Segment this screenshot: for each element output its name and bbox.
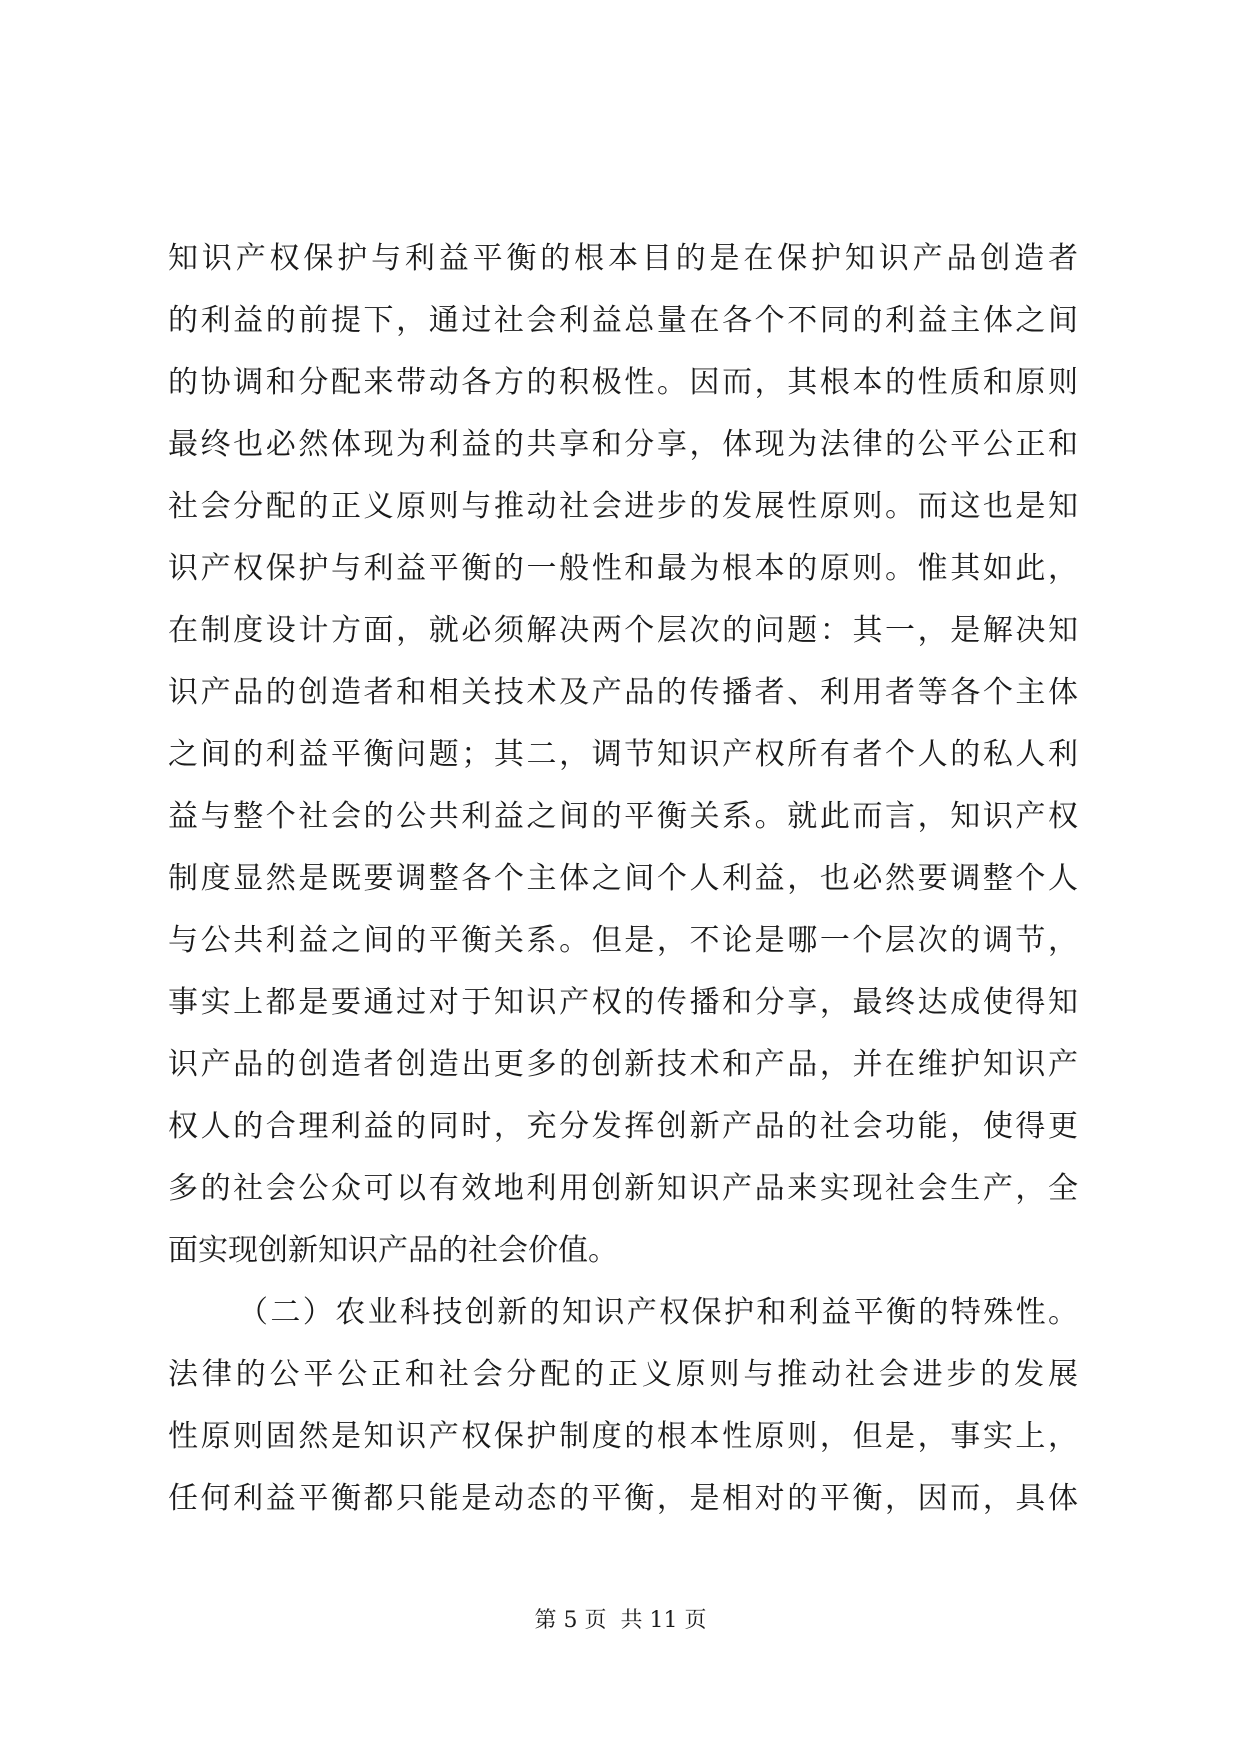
text-line: 与公共利益之间的平衡关系。但是，不论是哪一个层次的调节， xyxy=(168,923,1078,958)
text-line: 多的社会公众可以有效地利用创新知识产品来实现社会生产，全 xyxy=(168,1171,1078,1206)
body-text xyxy=(168,228,1078,1530)
text-line: 之间的利益平衡问题；其二，调节知识产权所有者个人的私人利 xyxy=(168,737,1078,772)
text-line: 面实现创新知识产品的社会价值。 xyxy=(168,1233,618,1268)
text-line: 最终也必然体现为利益的共享和分享，体现为法律的公平公正和 xyxy=(168,427,1078,462)
text-line: 权人的合理利益的同时，充分发挥创新产品的社会功能，使得更 xyxy=(168,1109,1078,1144)
text-line: 任何利益平衡都只能是动态的平衡，是相对的平衡，因而，具体 xyxy=(168,1481,1078,1516)
text-line: 事实上都是要通过对于知识产权的传播和分享，最终达成使得知 xyxy=(168,985,1078,1020)
text-line: 的协调和分配来带动各方的积极性。因而，其根本的性质和原则 xyxy=(168,365,1078,400)
text-line: 识产品的创造者创造出更多的创新技术和产品，并在维护知识产 xyxy=(168,1047,1078,1082)
page-number: 第 5 页 xyxy=(534,1608,607,1633)
text-line: 在制度设计方面，就必须解决两个层次的问题：其一，是解决知 xyxy=(168,613,1078,648)
text-line: 益与整个社会的公共利益之间的平衡关系。就此而言，知识产权 xyxy=(168,799,1078,834)
paragraph-2 xyxy=(168,1282,1078,1530)
section-heading-line: （二）农业科技创新的知识产权保护和利益平衡的特殊性。 xyxy=(238,1295,1078,1330)
paragraph-1 xyxy=(168,228,1078,1282)
text-line: 的利益的前提下，通过社会利益总量在各个不同的利益主体之间 xyxy=(168,303,1078,338)
text-line: 制度显然是既要调整各个主体之间个人利益，也必然要调整个人 xyxy=(168,861,1078,896)
text-line: 性原则固然是知识产权保护制度的根本性原则，但是，事实上， xyxy=(168,1419,1078,1454)
page-footer xyxy=(0,1606,1241,1636)
text-line: 识产权保护与利益平衡的一般性和最为根本的原则。惟其如此， xyxy=(168,551,1078,586)
page-total: 共 11 页 xyxy=(620,1608,707,1633)
text-line: 社会分配的正义原则与推动社会进步的发展性原则。而这也是知 xyxy=(168,489,1078,524)
text-line: 知识产权保护与利益平衡的根本目的是在保护知识产品创造者 xyxy=(168,241,1078,276)
text-line: 法律的公平公正和社会分配的正义原则与推动社会进步的发展 xyxy=(168,1357,1078,1392)
text-line: 识产品的创造者和相关技术及产品的传播者、利用者等各个主体 xyxy=(168,675,1078,710)
